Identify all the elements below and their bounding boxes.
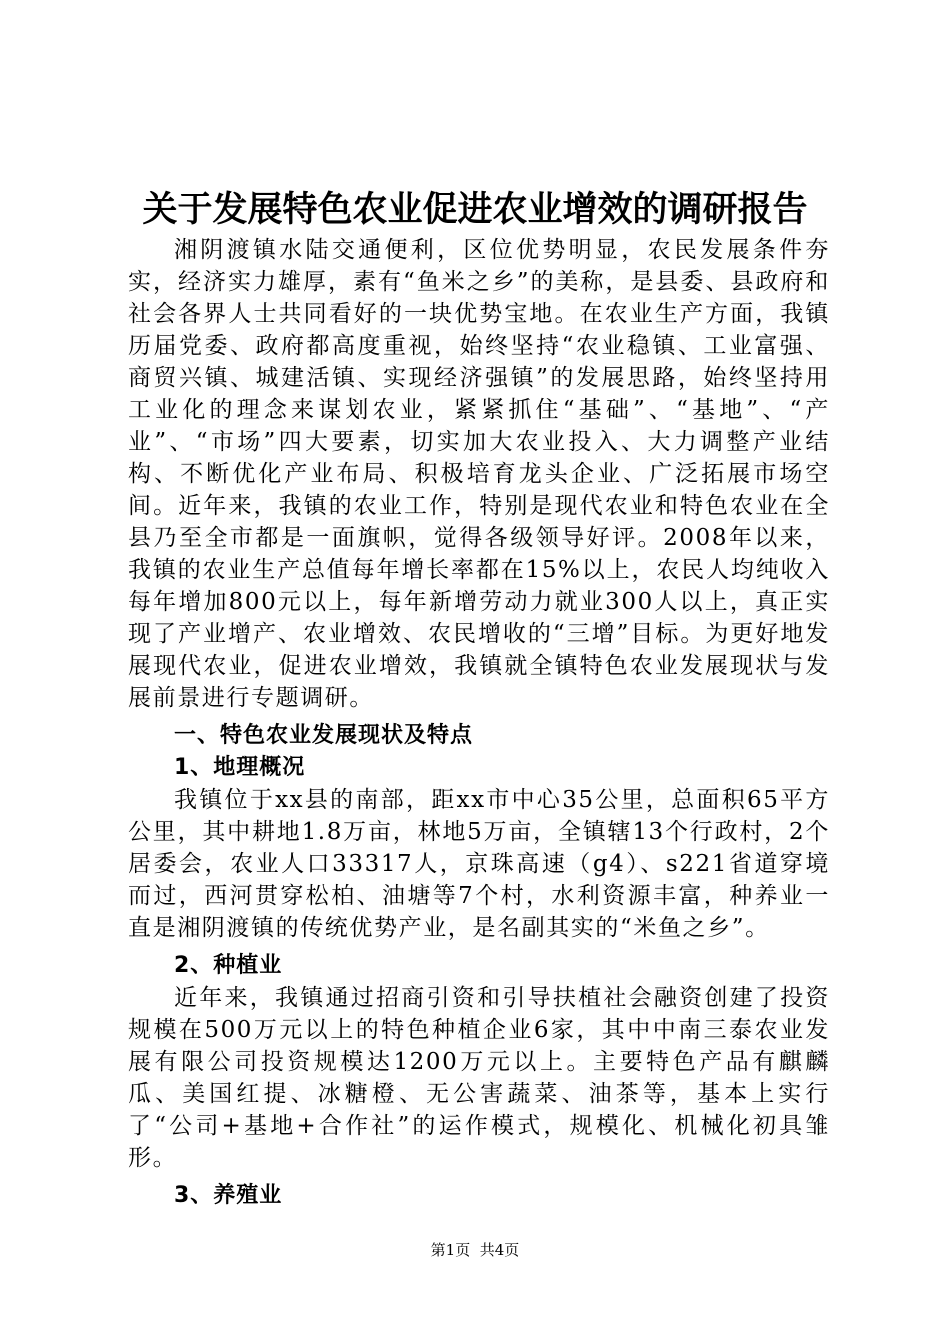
subsection-heading-planting: 2、种植业 bbox=[174, 953, 283, 978]
page-number: 第1页 bbox=[430, 1241, 471, 1259]
subsection-heading-breeding: 3、养殖业 bbox=[174, 1183, 283, 1208]
page-footer bbox=[0, 1238, 950, 1262]
section-heading-1: 一、特色农业发展现状及特点 bbox=[174, 723, 474, 748]
planting-paragraph: 近年来，我镇通过招商引资和引导扶植社会融资创建了投资规模在500万元以上的特色种植企业6家，其中中南三泰农业发展有限公司投资规模达1200万元以上。主要特色产品有麒麟瓜、美国红提、冰糖橙、无公害蔬菜、油茶等，基本上实行了“公司+基地+合作社”的运作模式，规模化、机械化初具雏形。 bbox=[128, 985, 830, 1171]
page-total: 共4页 bbox=[479, 1241, 520, 1259]
document-body bbox=[128, 234, 830, 1212]
document-title: 关于发展特色农业促进农业增效的调研报告 bbox=[142, 190, 808, 230]
subsection-heading-geography: 1、地理概况 bbox=[174, 755, 306, 780]
intro-paragraph: 湘阴渡镇水陆交通便利，区位优势明显，农民发展条件夯实，经济实力雄厚，素有“鱼米之乡”的美称，是县委、县政府和社会各界人士共同看好的一块优势宝地。在农业生产方面，我镇历届党委、政府都高度重视，始终坚持“农业稳镇、工业富强、商贸兴镇、城建活镇、实现经济强镇”的发展思路，始终坚持用工业化的理念来谋划农业，紧紧抓住“基础”、“基地”、“产业”、“市场”四大要素，切实加大农业投入、大力调整产业结构、不断优化产业布局、积极培育龙头企业、广泛拓展市场空间。近年来，我镇的农业工作，特别是现代农业和特色农业在全县乃至全市都是一面旗帜，觉得各级领导好评。2008年以来，我镇的农业生产总值每年增长率都在15%以上，农民人均纯收入每年增加800元以上，每年新增劳动力就业300人以上，真正实现了产业增产、农业增效、农民增收的“三增”目标。为更好地发展现代农业，促进农业增效，我镇就全镇特色农业发展现状与发展前景进行专题调研。 bbox=[128, 237, 830, 711]
geography-paragraph: 我镇位于xx县的南部，距xx市中心35公里，总面积65平方公里，其中耕地1.8万亩，林地5万亩，全镇辖13个行政村，2个居委会，农业人口33317人，京珠高速（g4）、s221省道穿境而过，西河贯穿松柏、油塘等7个村，水利资源丰富，种养业一直是湘阴渡镇的传统优势产业，是名副其实的“米鱼之乡”。 bbox=[128, 787, 830, 941]
